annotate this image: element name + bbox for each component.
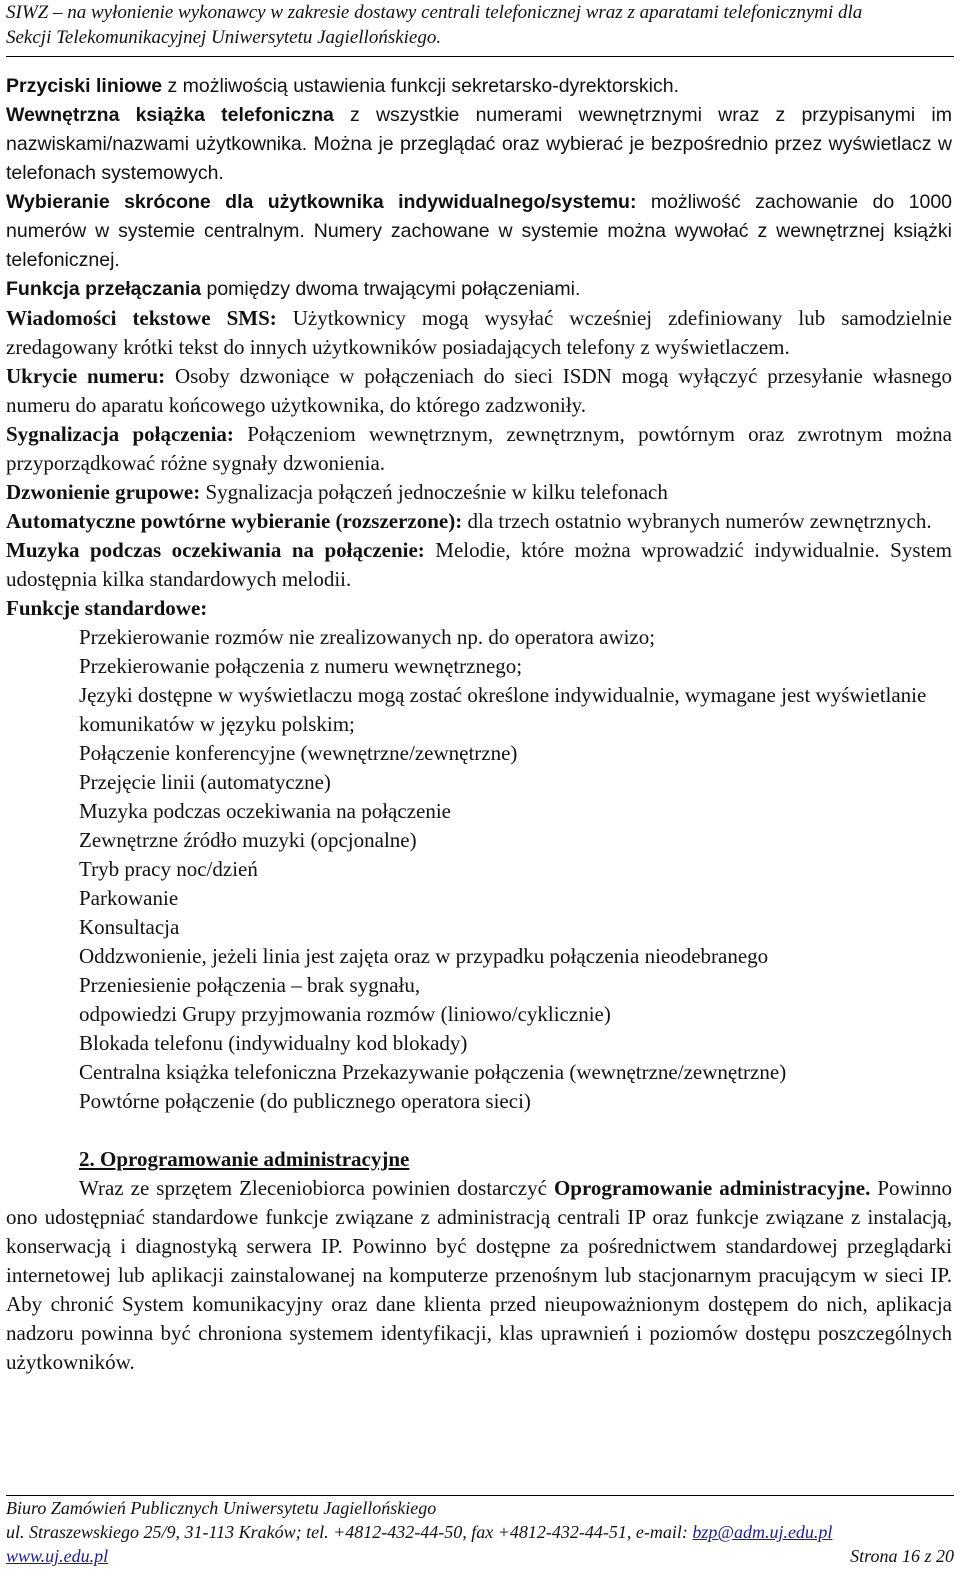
term-standard-functions: Funkcje standardowe: [6,596,208,620]
paragraph-hold-music [6,536,952,594]
desc-hide-number: Osoby dzwoniące w połączeniach do sieci ISDN mogą wyłączyć przesyłanie własnego numeru do aparatu końcowego użytkownika, do którego zadzwoniły. [6,364,952,417]
desc-hold-music: Melodie, które można wprowadzić indywidualnie. System udostępnia kilka standardowych melodii. [6,538,953,591]
header-line-2: Sekcji Telekomunikacyjnej Uniwersytetu Jagiellońskiego. [6,27,442,48]
list-item: Centralna książka telefoniczna Przekazywanie połączenia (wewnętrzne/zewnętrzne) [79,1060,787,1084]
footer-address: ul. Straszewskiego 25/9, 31-113 Kraków; tel. +4812-432-44-50, fax +4812-432-44-51, e-mail: [6,1522,693,1542]
list-item: Muzyka podczas oczekiwania na połączenie [79,799,451,823]
document-body [6,72,952,1377]
list-item: Przeniesienie połączenia – brak sygnału, [79,973,421,997]
header-line-1: SIWZ – na wyłonienie wykonawcy w zakresie dostawy centrali telefonicznej wraz z aparatami telefonicznymi dla [6,2,863,23]
desc-speed-dial: możliwość zachowanie do 1000 numerów w systemie centralnym. Numery zachowane w systemie można wywołać z wewnętrznej książki telefonicznej. [6,191,953,271]
desc-toggle: pomiędzy dwoma trwającymi połączeniami. [201,278,581,300]
header-divider [6,56,954,57]
desc-line-keys: z możliwością ustawienia funkcji sekretarsko-dyrektorskich. [162,75,679,97]
list-item: Zewnętrzne źródło muzyki (opcjonalne) [79,828,417,852]
term-hold-music: Muzyka podczas oczekiwania na połączenie: [6,538,425,562]
website-link[interactable]: www.uj.edu.pl [6,1546,109,1566]
term-redial: Automatyczne powtórne wybieranie (rozszerzone): [6,509,463,533]
paragraph-hide-number [6,362,952,420]
list-item: Tryb pracy noc/dzień [79,857,258,881]
email-link[interactable]: bzp@adm.uj.edu.pl [692,1522,833,1542]
term-hide-number: Ukrycie numeru: [6,364,166,388]
term-toggle: Funkcja przełączania [6,278,202,300]
section-text-bold: Oprogramowanie administracyjne. [553,1176,871,1200]
section-text-start: Wraz ze sprzętem Zleceniobiorca powinien dostarczyć [79,1176,554,1200]
list-item: Oddzwonienie, jeżeli linia jest zajęta oraz w przypadku połączenia nieodebranego [79,944,769,968]
list-item: Przejęcie linii (automatyczne) [79,770,331,794]
list-item: Przekierowanie rozmów nie zrealizowanych np. do operatora awizo; [79,625,656,649]
list-item: Parkowanie [79,886,179,910]
paragraph-phonebook [6,101,952,188]
term-speed-dial: Wybieranie skrócone dla użytkownika indywidualnego/systemu: [6,191,637,213]
footer-line-2 [6,1520,954,1544]
list-item: Powtórne połączenie (do publicznego operatora sieci) [79,1089,531,1113]
standard-functions-list [6,623,952,1116]
paragraph-line-keys [6,72,952,101]
term-sms: Wiadomości tekstowe SMS: [6,306,277,330]
section-title: 2. Oprogramowanie administracyjne [79,1147,410,1171]
term-phonebook: Wewnętrzna książka telefoniczna [6,104,334,126]
desc-phonebook: z wszystkie numerami wewnętrznymi wraz z przypisanymi im nazwiskami/nazwami użytkownika. Można je przeglądać oraz wybierać je bezpośrednio przez wyświetlacz w telefonach systemowych. [6,104,952,184]
term-group-ring: Dzwonienie grupowe: [6,480,201,504]
paragraph-group-ring [6,478,952,507]
list-item: Języki dostępne w wyświetlaczu mogą zostać określone indywidualnie, wymagane jest wyświetlanie komunikatów w języku polskim; [79,683,927,736]
desc-redial: dla trzech ostatnio wybranych numerów zewnętrznych. [462,509,932,533]
page-number: Strona 16 z 20 [850,1546,954,1566]
term-line-keys: Przyciski liniowe [6,75,163,97]
page-header [6,0,954,50]
paragraph-speed-dial [6,188,952,275]
desc-ring-signal: Połączeniom wewnętrznym, zewnętrznym, powtórnym oraz zwrotnym można przyporządkować różne sygnały dzwonienia. [6,422,952,475]
desc-group-ring: Sygnalizacja połączeń jednocześnie w kilku telefonach [200,480,668,504]
list-item: Przekierowanie połączenia z numeru wewnętrznego; [79,654,523,678]
list-item: Blokada telefonu (indywidualny kod blokady) [79,1031,468,1055]
paragraph-ring-signal [6,420,952,478]
list-item: Połączenie konferencyjne (wewnętrzne/zewnętrzne) [79,741,518,765]
page-footer [6,1496,954,1568]
list-item: Konsultacja [79,915,180,939]
list-item: odpowiedzi Grupy przyjmowania rozmów (liniowo/cyklicznie) [79,1002,611,1026]
paragraph-toggle [6,275,952,304]
footer-line-1: Biuro Zamówień Publicznych Uniwersytetu Jagiellońskiego [6,1498,437,1518]
section-text-rest: Powinno ono udostępniać standardowe funkcje związane z administracją centrali IP oraz funkcje związane z instalacją, konserwacją i diagnostyką serwera IP. Powinno być dostępne za pośrednictwem standardowej przeglądarki internetowej lub aplikacji zainstalowanej na komputerze przenośnym lub stacjonarnym pracującym w sieci IP. Aby chronić System komunikacyjny oraz dane klienta przed nieupoważnionym dostępem do nich, aplikacja nadzoru powinna być chroniona systemem identyfikacji, klas uprawnień i poziomów dostępu poszczególnych użytkowników. [6,1176,953,1374]
paragraph-standard-functions [6,594,952,623]
paragraph-sms [6,304,952,362]
paragraph-redial [6,507,952,536]
section-paragraph [6,1174,952,1377]
footer-line-3 [6,1544,954,1568]
term-ring-signal: Sygnalizacja połączenia: [6,422,234,446]
desc-sms: Użytkownicy mogą wysyłać wcześniej zdefiniowany lub samodzielnie zredagowany krótki tekst do innych użytkowników posiadających telefony z wyświetlaczem. [6,306,952,359]
